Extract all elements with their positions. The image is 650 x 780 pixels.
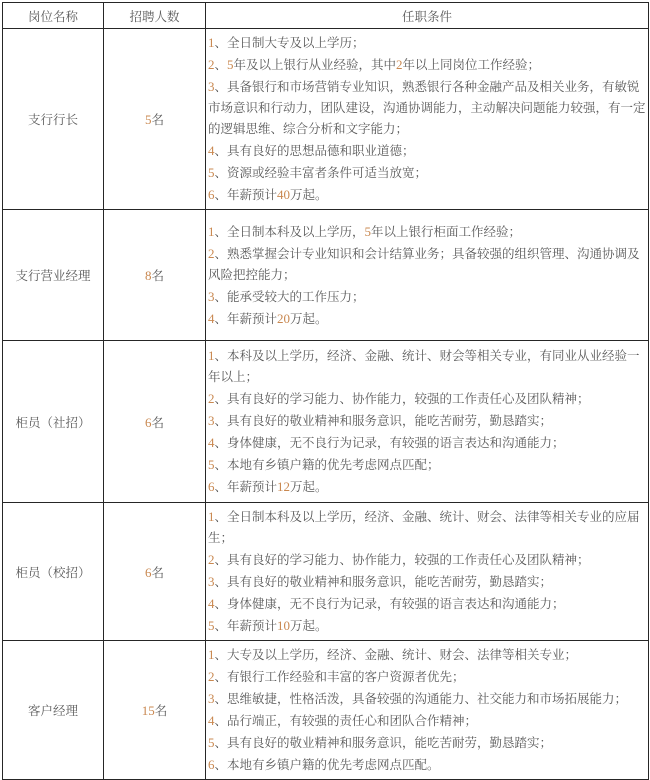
requirement-item: 5、年薪预计10万起。 xyxy=(208,618,328,633)
requirement-item: 6、本地有乡镇户籍的优先考虑网点匹配。 xyxy=(208,757,440,772)
number-text: 5 xyxy=(208,457,215,472)
requirement-item: 6、年薪预计12万起。 xyxy=(208,479,328,494)
requirement-item: 3、具有良好的敬业精神和服务意识，能吃苦耐劳，勤恳踏实； xyxy=(208,413,553,428)
requirement-item: 4、品行端正，有较强的责任心和团队合作精神； xyxy=(208,713,478,728)
position-cell: 柜员（社招） xyxy=(3,341,104,503)
number-text: 2 xyxy=(208,57,215,72)
position-cell: 支行营业经理 xyxy=(3,210,104,341)
number-text: 1 xyxy=(208,35,215,50)
number-text: 5 xyxy=(208,165,215,180)
requirement-item: 1、大专及以上学历，经济、金融、统计、财会、法律等相关专业； xyxy=(208,647,578,662)
requirement-item: 5、本地有乡镇户籍的优先考虑网点匹配； xyxy=(208,457,440,472)
requirement-item: 4、身体健康，无不良行为记录，有较强的语言表达和沟通能力； xyxy=(208,435,565,450)
number-text: 3 xyxy=(208,574,215,589)
number-text: 5 xyxy=(208,735,215,750)
recruitment-table xyxy=(2,2,649,780)
position-cell: 柜员（校招） xyxy=(3,503,104,641)
requirements-cell xyxy=(206,210,649,341)
header-row xyxy=(3,3,649,29)
number-text: 2 xyxy=(208,245,215,261)
number-text: 5 xyxy=(227,57,234,72)
number-text: 10 xyxy=(277,618,291,633)
number-text: 3 xyxy=(208,691,215,706)
table-header xyxy=(3,3,649,29)
requirement-item: 3、能承受较大的工作压力； xyxy=(208,288,365,304)
count-cell: 8名 xyxy=(104,210,206,341)
number-text: 6 xyxy=(208,757,215,772)
requirement-item: 3、具备银行和市场营销专业知识，熟悉银行各种金融产品及相关业务，有敏锐市场意识和行动力，团队建设，沟通协调能力，主动解决问题能力较强，有一定的逻辑思维、综合分析和文字能力； xyxy=(208,79,646,136)
count-cell: 6名 xyxy=(104,503,206,641)
number-text: 1 xyxy=(208,509,215,524)
number-text: 1 xyxy=(208,223,215,239)
requirement-item: 3、思维敏捷，性格活泼，具备较强的沟通能力、社交能力和市场拓展能力； xyxy=(208,691,628,706)
requirement-item: 3、具有良好的敬业精神和服务意识，能吃苦耐劳，勤恳踏实； xyxy=(208,574,553,589)
position-cell: 客户经理 xyxy=(3,641,104,780)
requirement-item: 2、熟悉掌握会计专业知识和会计结算业务；具备较强的组织管理、沟通协调及风险把控能力； xyxy=(208,245,640,282)
requirement-item: 2、具有良好的学习能力、协作能力，较强的工作责任心及团队精神； xyxy=(208,552,590,567)
number-text: 3 xyxy=(208,288,215,304)
table-row xyxy=(3,210,649,341)
requirements-cell xyxy=(206,641,649,780)
requirement-item: 1、全日制本科及以上学历，5年以上银行柜面工作经验； xyxy=(208,223,522,239)
requirement-item: 4、具有良好的思想品德和职业道德； xyxy=(208,143,415,158)
table-row xyxy=(3,29,649,210)
requirement-item: 1、本科及以上学历，经济、金融、统计、财会等相关专业，有同业从业经验一年以上； xyxy=(208,348,640,384)
requirement-item: 2、有银行工作经验和丰富的客户资源者优先； xyxy=(208,669,465,684)
number-text: 4 xyxy=(208,143,215,158)
column-header-requirements: 任职条件 xyxy=(206,3,649,29)
requirement-item: 6、年薪预计40万起。 xyxy=(208,187,328,202)
number-text: 3 xyxy=(208,413,215,428)
requirement-item: 2、具有良好的学习能力、协作能力，较强的工作责任心及团队精神； xyxy=(208,391,590,406)
column-header-position: 岗位名称 xyxy=(3,3,104,29)
number-text: 8 xyxy=(144,268,152,283)
number-text: 2 xyxy=(208,391,215,406)
number-text: 2 xyxy=(208,552,215,567)
requirement-item: 4、身体健康，无不良行为记录，有较强的语言表达和沟通能力； xyxy=(208,596,565,611)
count-cell: 6名 xyxy=(104,341,206,503)
number-text: 2 xyxy=(396,57,403,72)
table-body xyxy=(3,29,649,780)
requirement-item: 1、全日制本科及以上学历，经济、金融、统计、财会、法律等相关专业的应届生； xyxy=(208,509,640,545)
requirements-cell xyxy=(206,29,649,210)
number-text: 6 xyxy=(208,479,215,494)
number-text: 6 xyxy=(144,564,152,580)
count-cell: 5名 xyxy=(104,29,206,210)
number-text: 5 xyxy=(364,223,372,239)
requirement-item: 4、年薪预计20万起。 xyxy=(208,310,328,326)
table-row xyxy=(3,503,649,641)
requirement-item: 5、资源或经验丰富者条件可适当放宽； xyxy=(208,165,428,180)
count-cell: 15名 xyxy=(104,641,206,780)
number-text: 15 xyxy=(141,703,155,718)
requirements-cell xyxy=(206,341,649,503)
number-text: 4 xyxy=(208,596,215,611)
number-text: 5 xyxy=(208,618,215,633)
number-text: 1 xyxy=(208,647,215,662)
number-text: 2 xyxy=(208,669,215,684)
number-text: 3 xyxy=(208,79,215,94)
number-text: 4 xyxy=(208,310,215,326)
number-text: 1 xyxy=(208,348,215,363)
position-cell: 支行行长 xyxy=(3,29,104,210)
number-text: 4 xyxy=(208,713,215,728)
number-text: 40 xyxy=(277,187,291,202)
number-text: 4 xyxy=(208,435,215,450)
requirement-item: 5、具有良好的敬业精神和服务意识，能吃苦耐劳，勤恳踏实； xyxy=(208,735,553,750)
number-text: 5 xyxy=(144,112,152,127)
requirement-item: 1、全日制大专及以上学历； xyxy=(208,35,365,50)
requirement-item: 2、5年及以上银行从业经验，其中2年以上同岗位工作经验； xyxy=(208,57,541,72)
number-text: 6 xyxy=(144,414,152,430)
table-row xyxy=(3,341,649,503)
number-text: 12 xyxy=(277,479,291,494)
number-text: 6 xyxy=(208,187,215,202)
requirements-cell xyxy=(206,503,649,641)
column-header-count: 招聘人数 xyxy=(104,3,206,29)
number-text: 20 xyxy=(277,310,291,326)
table-row xyxy=(3,641,649,780)
